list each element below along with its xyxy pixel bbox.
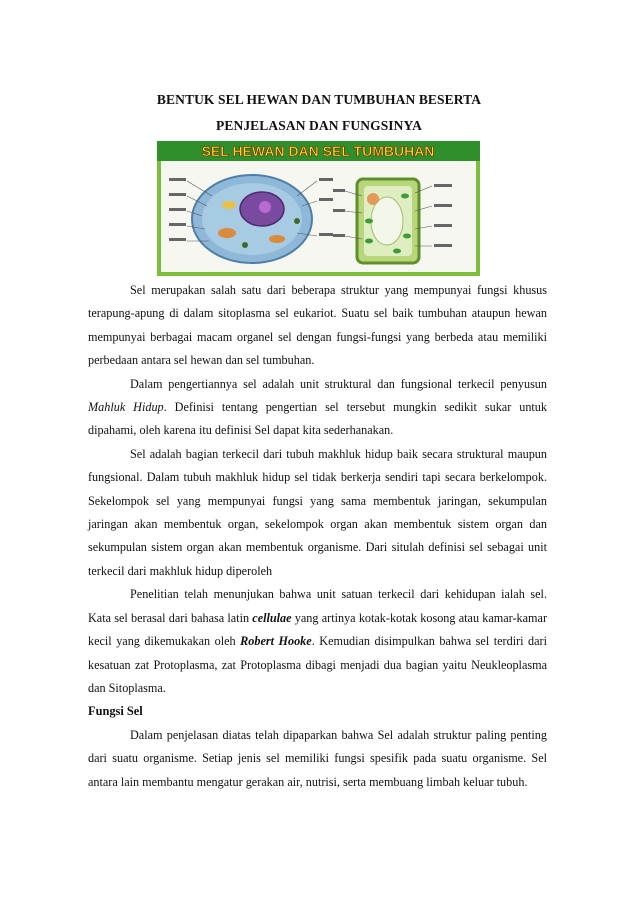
- emphasis-mahluk-hidup: Mahluk Hidup: [88, 400, 164, 415]
- golgi: [222, 201, 236, 209]
- mitochondria: [218, 228, 236, 238]
- emphasis-robert-hooke: Robert Hooke: [240, 634, 312, 649]
- paragraph-5: Dalam penjelasan diatas telah dipaparkan bahwa Sel adalah struktur paling penting dari suatu organisme. Setiap jenis sel memiliki fungsi spesifik pada suatu organisme. Sel antara lain membantu mengatur gerakan air, nutrisi, serta membuang limbah keluar tubuh.: [88, 727, 547, 789]
- nucleolus: [259, 201, 271, 213]
- emphasis-cellulae: cellulae: [252, 610, 292, 625]
- plant-nucleus: [367, 193, 379, 205]
- ribosome: [242, 242, 248, 248]
- paragraph-3: Sel adalah bagian terkecil dari tubuh makhluk hidup baik secara struktural maupun fungsional. Dalam tubuh makhluk hidup sel tidak berkerja sendiri tapi secara berkelompok. Sekelompok sel yang mempunyai fungsi yang sama membentuk jaringan, sekumpulan jaringan akan membentuk organ, sekelompok organ akan membentuk sistem organ dan sekumpulan sistem organ akan membentuk organisme. Dari situlah definisi sel sebagai unit terkecil dari makhluk hidup diperoleh: [88, 446, 547, 578]
- body-text: [88, 279, 547, 794]
- cell-illustration: [157, 141, 480, 276]
- section-heading: Fungsi Sel: [88, 704, 143, 719]
- title-line-2: PENJELASAN DAN FUNGSINYA: [216, 118, 422, 133]
- paragraph-1: Sel merupakan salah satu dari beberapa struktur yang mempunyai fungsi khusus terapung-apung di dalam sitoplasma sel eukariot. Suatu sel baik tumbuhan ataupun hewan mempunyai berbagai macam organel sel dengan fungsi-fungsi yang berbeda atau memiliki perbedaan antara sel hewan dan sel tumbuhan.: [88, 283, 547, 368]
- paragraph-2: Dalam pengertiannya sel adalah unit struktural dan fungsional terkecil penyusun Mahluk Hidup. Definisi tentang pengertian sel tersebut mungkin sedikit sukar untuk dipahami, oleh karena itu definisi Sel dapat kita sederhanakan.: [88, 376, 547, 438]
- paragraph-4: Penelitian telah menunjukan bahwa unit satuan terkecil dari kehidupan ialah sel. Kata sel berasal dari bahasa latin cellulae yang artinya kotak-kotak kosong atau kamar-kamar kecil yang dikemukakan oleh Robert Hooke. Kemudian disimpulkan bahwa sel terdiri dari kesatuan zat Protoplasma, zat Protoplasma dibagi menjadi dua bagian yaitu Neukleoplasma dan Sitoplasma.: [88, 587, 547, 695]
- cell-diagram-image: [157, 141, 480, 276]
- ribosome: [294, 218, 300, 224]
- mitochondria: [269, 235, 285, 243]
- figure-banner-text: SEL HEWAN DAN SEL TUMBUHAN: [201, 143, 435, 159]
- title-line-1: BENTUK SEL HEWAN DAN TUMBUHAN BESERTA: [156, 92, 482, 107]
